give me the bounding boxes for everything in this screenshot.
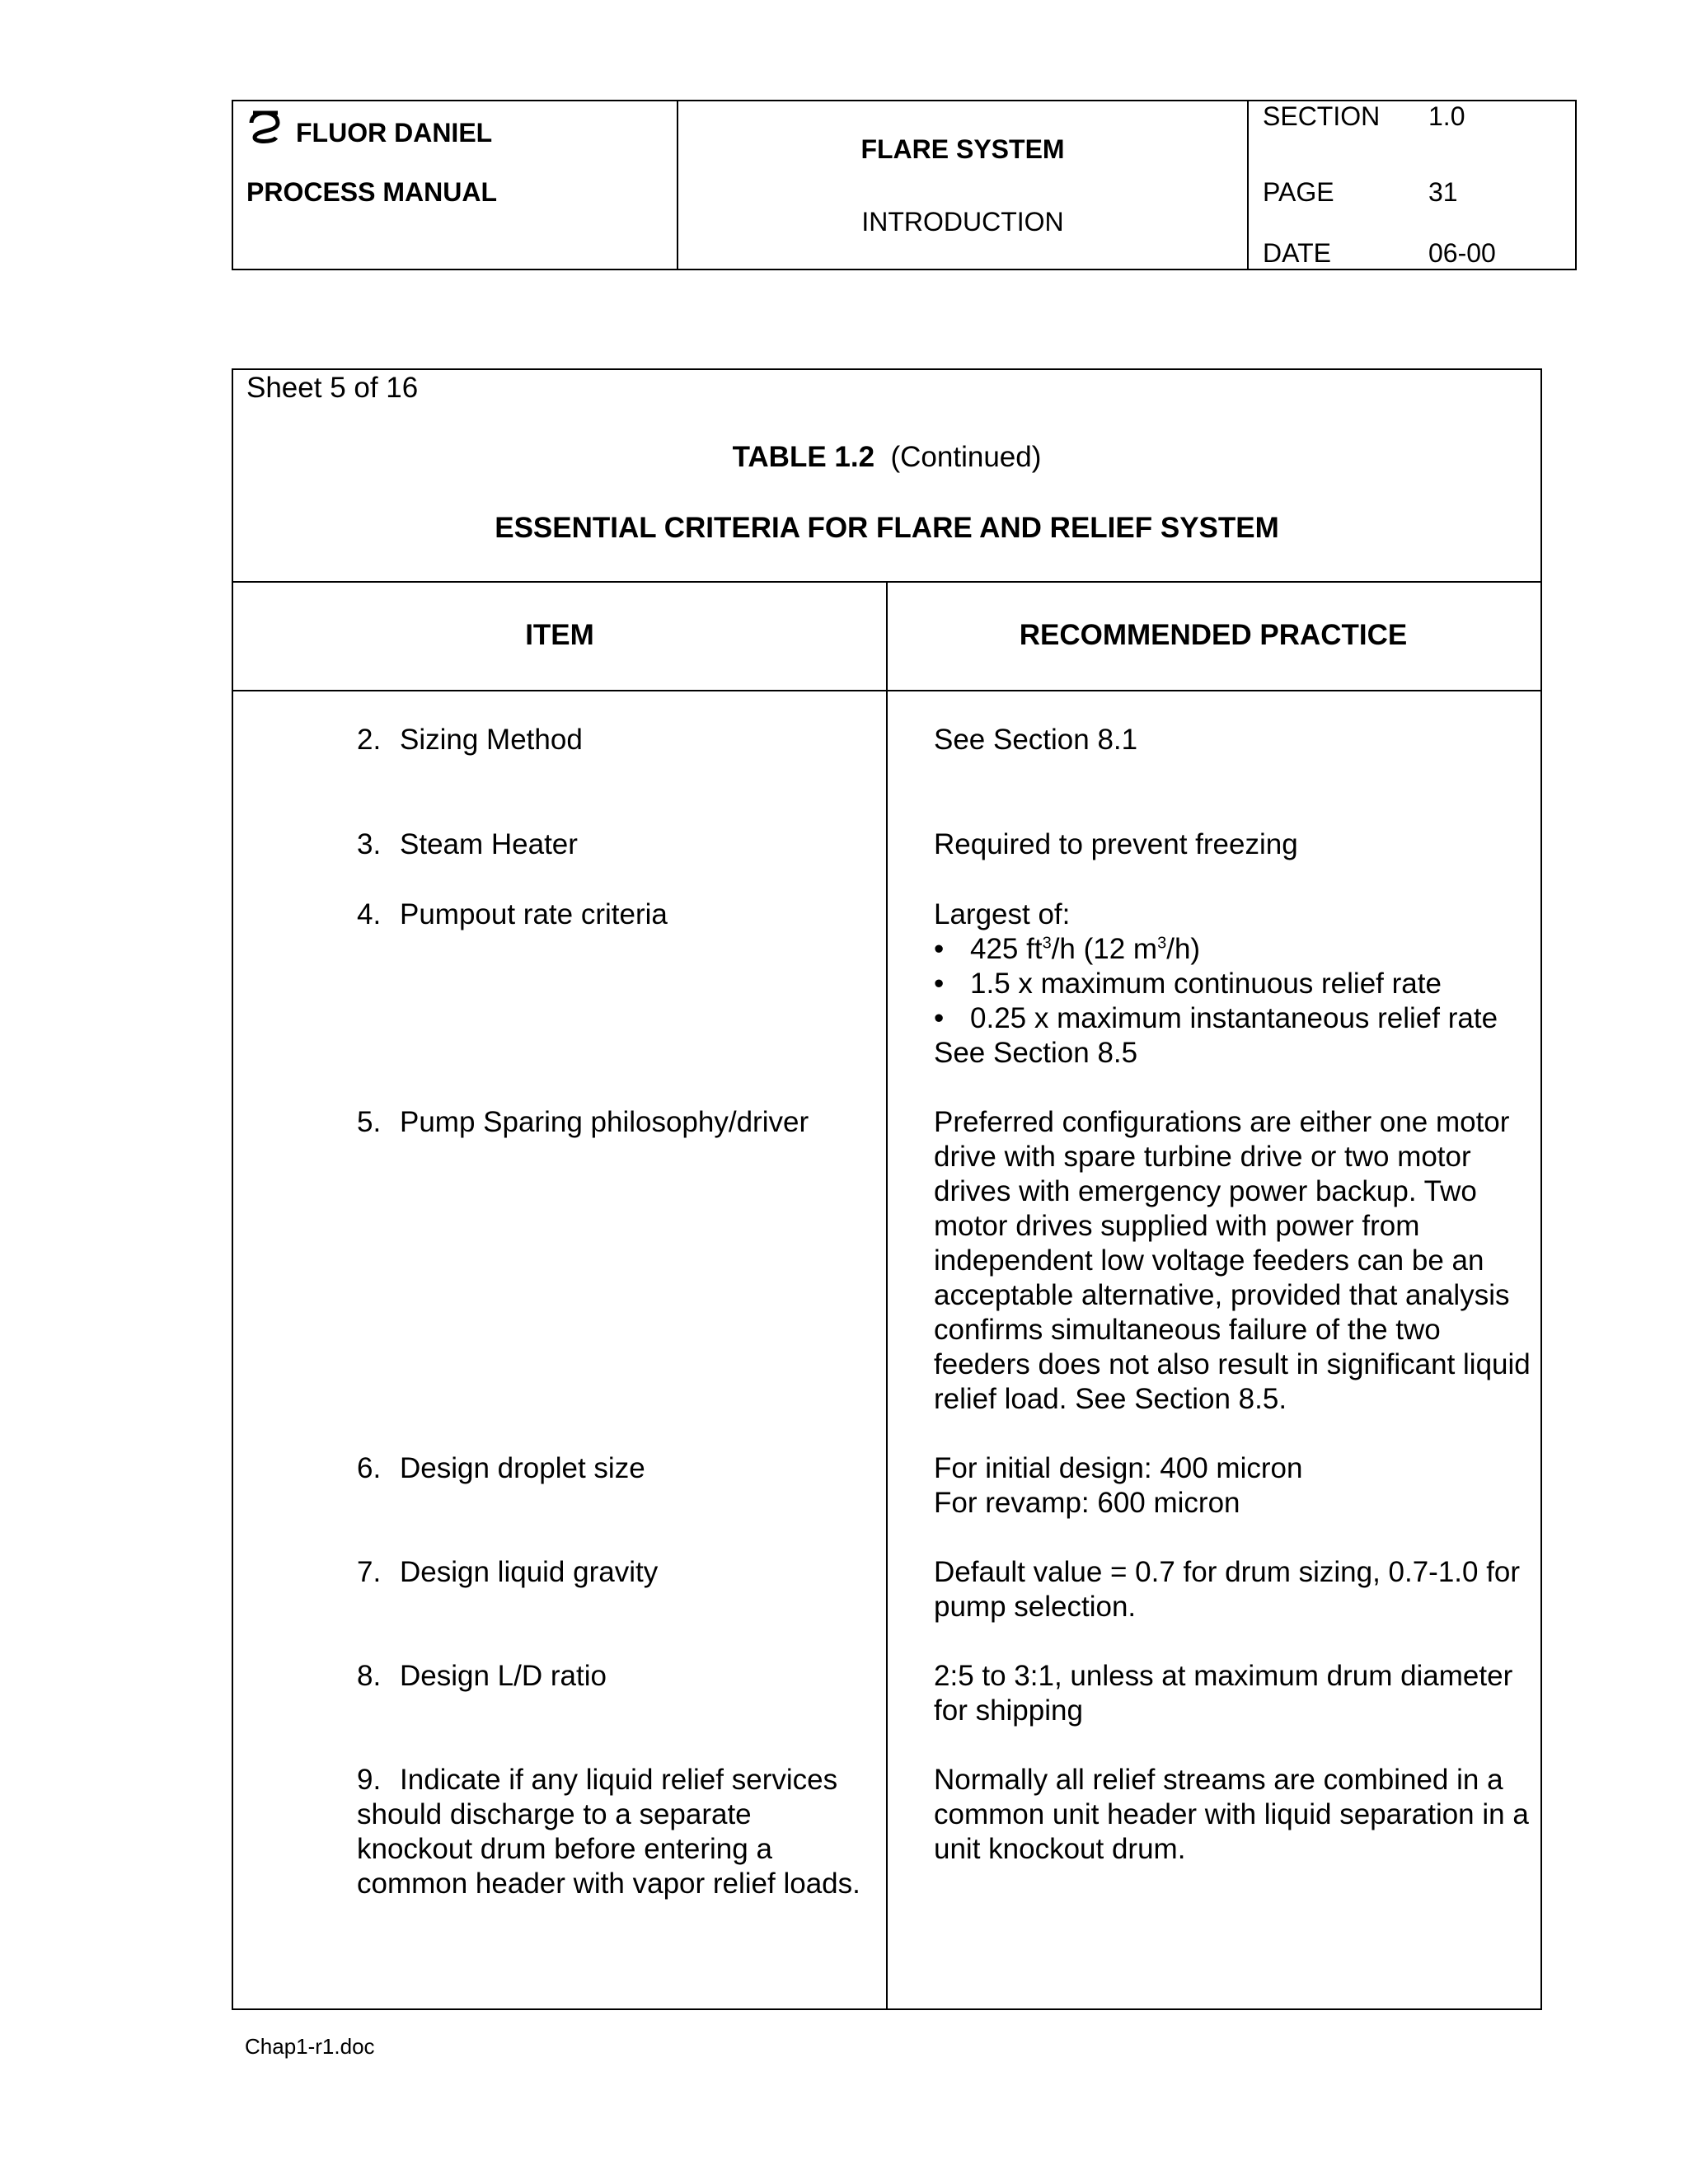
table-row-item: 7. Design liquid gravity — [357, 1556, 659, 1588]
page-value: 31 — [1428, 177, 1458, 207]
system-title: FLARE SYSTEM — [860, 134, 1065, 164]
table-continued: (Continued) — [890, 441, 1042, 473]
practice-outro: See Section 8.5 — [934, 1037, 1138, 1069]
table-number: TABLE 1.2 — [732, 441, 875, 473]
footer-filename: Chap1-r1.doc — [245, 2034, 375, 2059]
section-value: 1.0 — [1428, 101, 1465, 131]
table-row-item: 4. Pumpout rate criteria — [357, 898, 668, 930]
company-name: FLUOR DANIEL — [296, 118, 493, 148]
document-header — [232, 100, 1577, 270]
table-row-practice: Required to prevent freezing — [934, 828, 1298, 860]
table-caption — [233, 370, 1540, 583]
table-row-practice: For initial design: 400 micron For revamp: 600 micron — [934, 1452, 1303, 1519]
header-meta-cell — [1249, 101, 1575, 269]
fluor-daniel-logo-icon — [246, 106, 283, 144]
practice-bullet: • 0.25 x maximum instantaneous relief rate — [934, 1001, 1544, 1036]
page-label: PAGE — [1263, 177, 1334, 207]
column-divider — [886, 583, 888, 2008]
header-company-cell — [233, 101, 678, 269]
column-header-practice: RECOMMENDED PRACTICE — [1019, 619, 1408, 651]
header-title-cell — [678, 101, 1249, 269]
date-value: 06-00 — [1428, 238, 1496, 268]
sheet-number: Sheet 5 of 16 — [246, 372, 419, 404]
practice-bullet: • 1.5 x maximum continuous relief rate — [934, 967, 1544, 1001]
criteria-table — [232, 368, 1542, 2010]
table-row-practice: 2:5 to 3:1, unless at maximum drum diameter for shipping — [934, 1660, 1513, 1727]
table-row-practice: Default value = 0.7 for drum sizing, 0.7-1.0 for pump selection. — [934, 1556, 1521, 1623]
table-row-item: 9. Indicate if any liquid relief services should discharge to a separate knockout drum before entering a common header with vapor relief loads. — [357, 1764, 860, 1900]
date-label: DATE — [1263, 238, 1331, 268]
system-subtitle: INTRODUCTION — [861, 207, 1064, 237]
table-row-item: 8. Design L/D ratio — [357, 1660, 607, 1692]
section-label: SECTION — [1263, 101, 1381, 131]
table-name — [233, 441, 1540, 474]
table-row-practice — [934, 898, 1544, 1071]
table-row-item: 3. Steam Heater — [357, 828, 578, 860]
manual-name: PROCESS MANUAL — [246, 177, 498, 207]
practice-intro: Largest of: — [934, 898, 1071, 930]
table-row-practice: Normally all relief streams are combined in a common unit header with liquid separation in a unit knockout drum. — [934, 1764, 1529, 1865]
table-row-practice: Preferred configurations are either one motor drive with spare turbine drive or two motor drives with emergency power backup. Two motor drives supplied with power from independent low voltage feeders can be an acceptable alternative, provided that analysis confirms simultaneous failure of the two feeders does not also result in significant liquid relief load. See Section 8.5. — [934, 1106, 1531, 1415]
table-row-item: 2. Sizing Method — [357, 724, 583, 756]
table-title: ESSENTIAL CRITERIA FOR FLARE AND RELIEF SYSTEM — [495, 512, 1279, 544]
column-header-item: ITEM — [525, 619, 594, 651]
table-row-item: 5. Pump Sparing philosophy/driver — [357, 1106, 809, 1138]
table-row-item: 6. Design droplet size — [357, 1452, 645, 1484]
practice-bullet: • 425 $ft^3/h$ (12 $m^3/h$) — [934, 932, 1544, 967]
table-row-practice: See Section 8.1 — [934, 724, 1138, 756]
